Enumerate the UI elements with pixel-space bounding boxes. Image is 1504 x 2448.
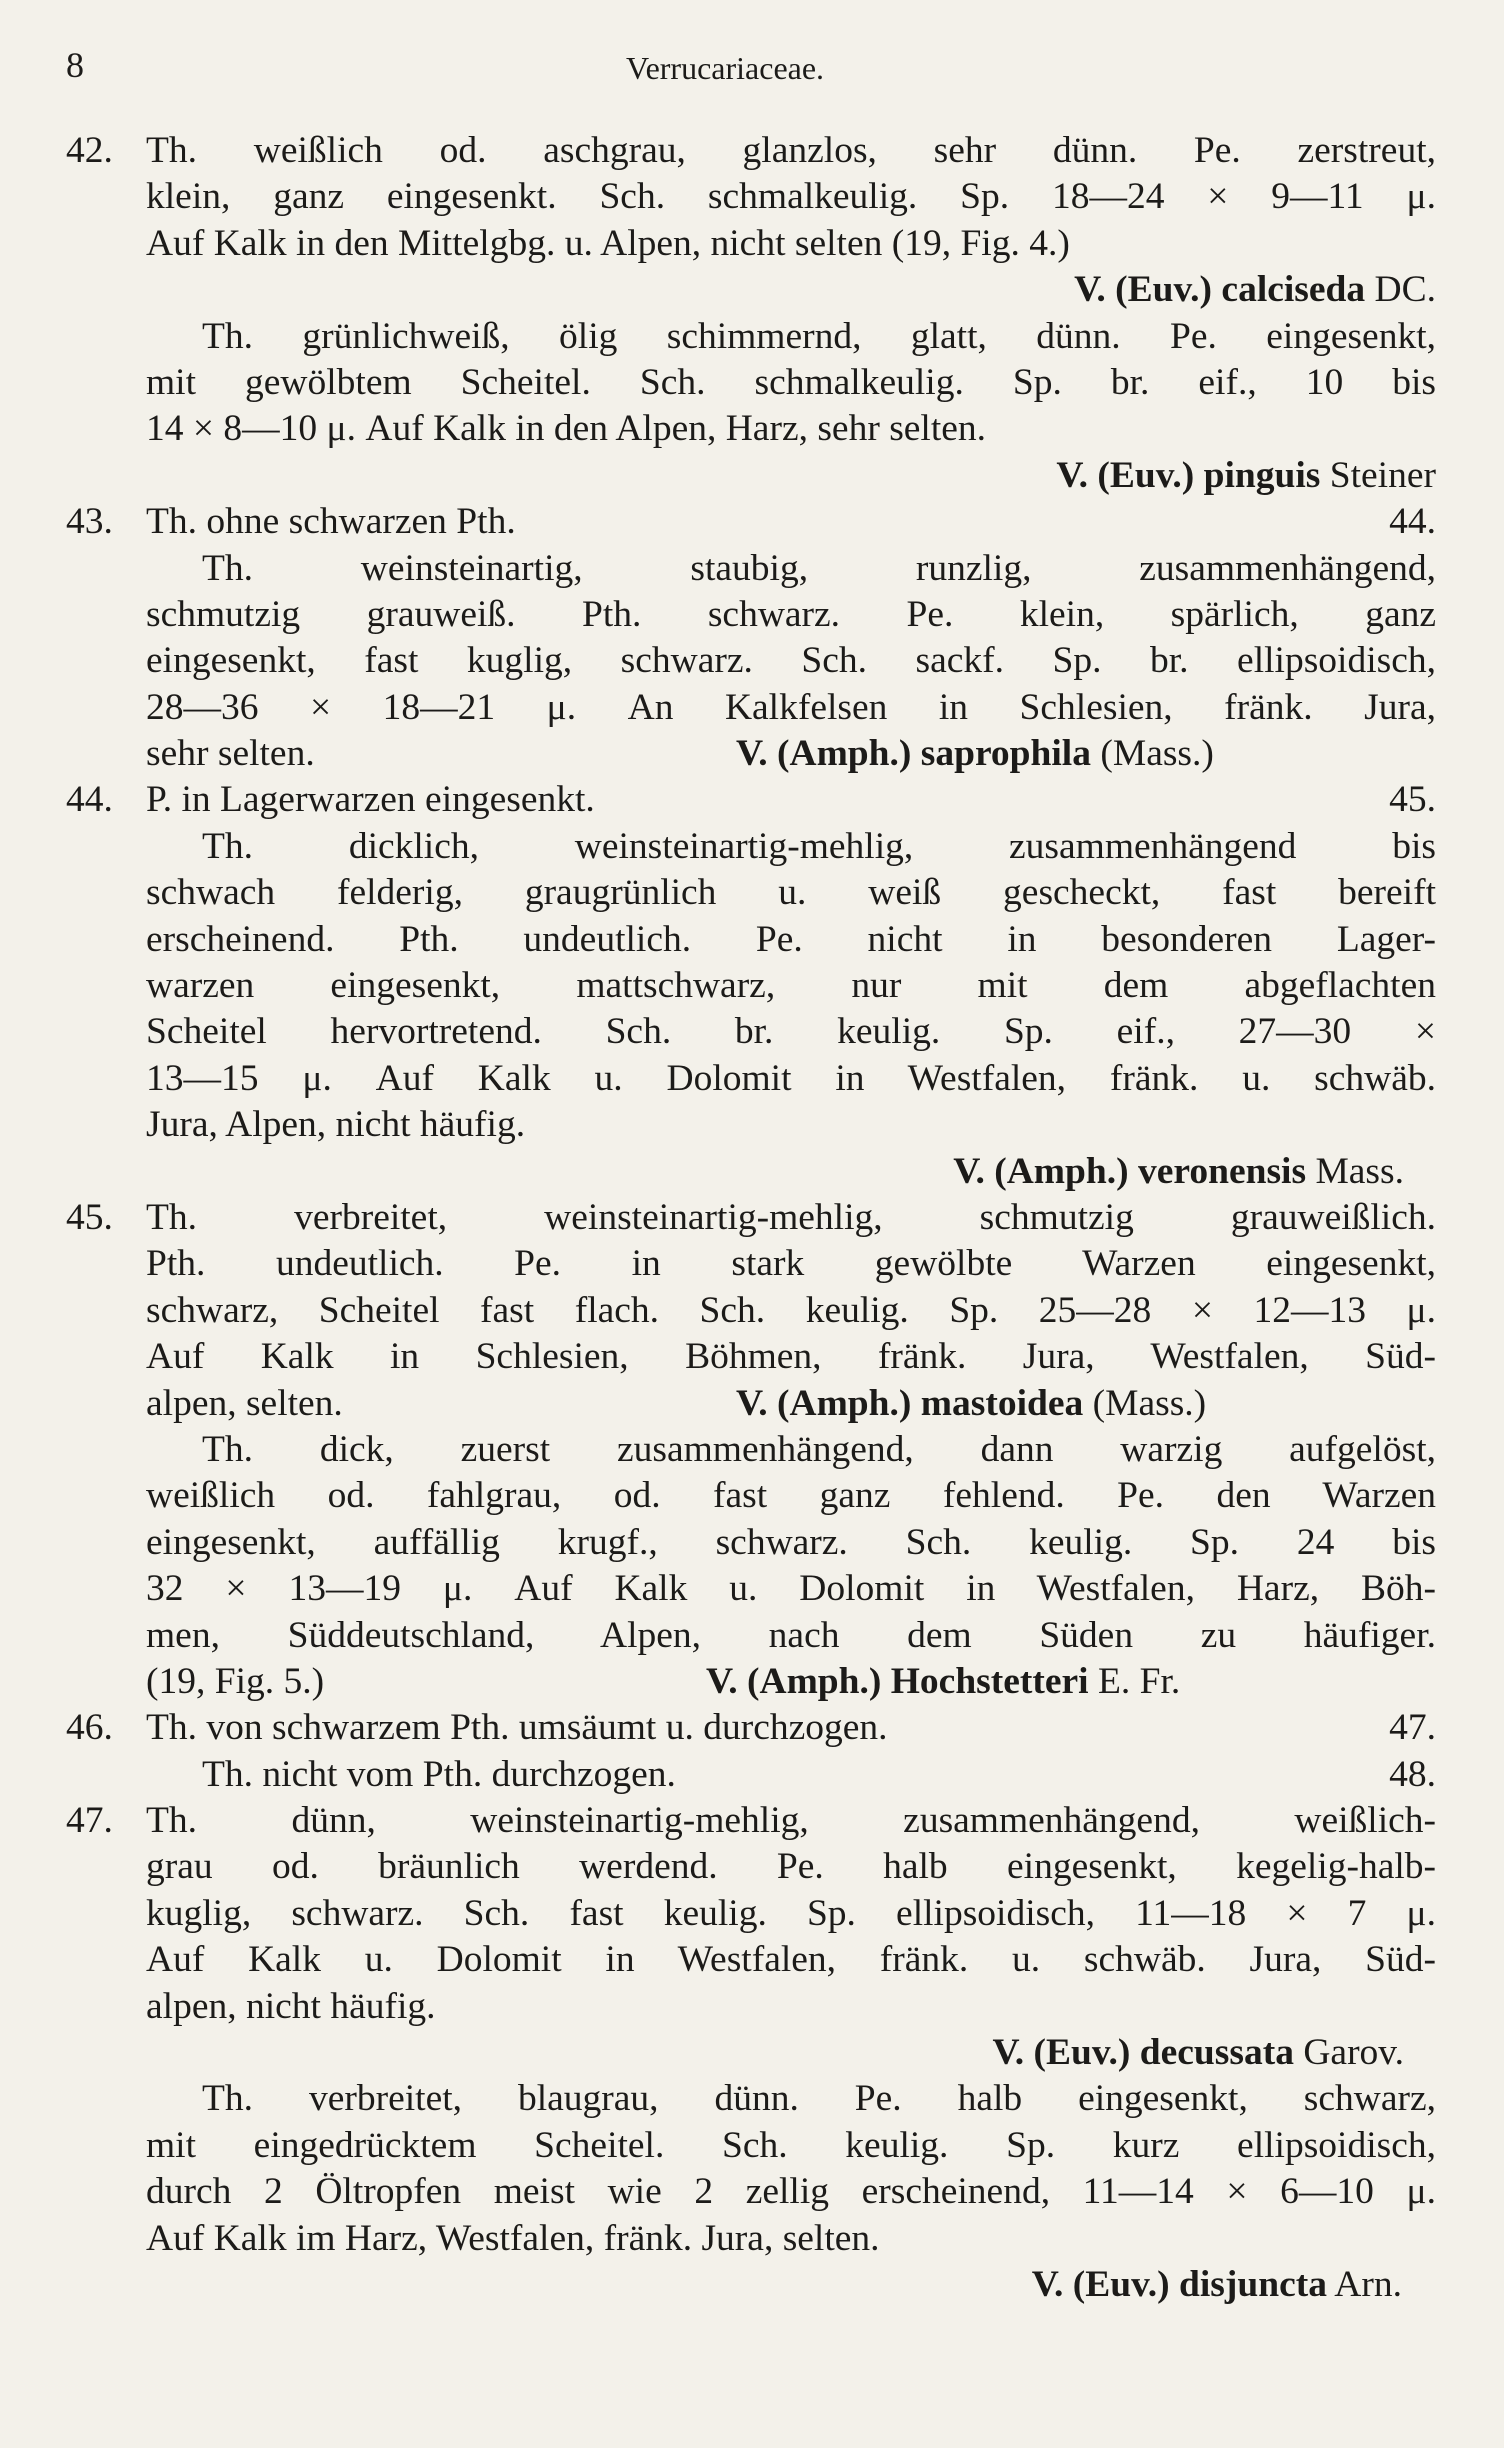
key-line xyxy=(0,2123,1504,2169)
key-text: schwach felderig, graugrünlich u. weiß gescheckt, fast bereift xyxy=(146,872,1436,914)
key-text: mit gewölbtem Scheitel. Sch. schmalkeulig. Sp. br. eif., 10 bis xyxy=(146,361,1436,403)
key-line xyxy=(0,2030,1504,2076)
species-epithet: mastoidea xyxy=(920,1382,1084,1424)
key-line xyxy=(0,406,1504,452)
key-line xyxy=(0,685,1504,731)
couplet-number: 43. xyxy=(66,501,113,543)
key-line xyxy=(0,1844,1504,1890)
key-text: eingesenkt, auffällig krugf., schwarz. Sch. keulig. Sp. 24 bis xyxy=(146,1521,1436,1563)
species-epithet: decussata xyxy=(1139,2032,1294,2074)
key-line xyxy=(0,1891,1504,1937)
key-line xyxy=(0,1288,1504,1334)
species-epithet: calciseda xyxy=(1221,269,1366,311)
key-line xyxy=(0,1195,1504,1241)
species-genus: V. (Amph.) xyxy=(706,1660,882,1702)
couplet-reference: 47. xyxy=(1389,1707,1436,1749)
species-epithet: veronensis xyxy=(1137,1150,1307,1192)
running-title: Verrucariaceae. xyxy=(626,50,825,86)
key-text: Th. ohne schwarzen Pth. xyxy=(146,501,516,543)
key-line xyxy=(0,1705,1504,1751)
key-line xyxy=(0,174,1504,220)
key-text: Scheitel hervortretend. Sch. br. keulig. Sp. eif., 27—30 × xyxy=(146,1011,1436,1053)
key-line xyxy=(0,2262,1504,2308)
species-genus: V. (Amph.) xyxy=(736,1382,912,1424)
key-text: 28—36 × 18—21 μ. An Kalkfelsen in Schlesien, fränk. Jura, xyxy=(146,686,1436,728)
species-author: E. Fr. xyxy=(1097,1660,1181,1702)
key-text: alpen, selten. xyxy=(146,1382,343,1424)
key-line xyxy=(0,638,1504,684)
species-epithet: saprophila xyxy=(920,733,1091,775)
key-text: eingesenkt, fast kuglig, schwarz. Sch. sackf. Sp. br. ellipsoidisch, xyxy=(146,640,1436,682)
key-line xyxy=(0,1566,1504,1612)
key-text: grau od. bräunlich werdend. Pe. halb eingesenkt, kegelig-halb- xyxy=(146,1846,1436,1888)
key-text: Th. grünlichweiß, ölig schimmernd, glatt, dünn. Pe. eingesenkt, xyxy=(202,315,1436,357)
couplet-reference: 44. xyxy=(1389,501,1436,543)
key-line xyxy=(0,2216,1504,2262)
key-line xyxy=(0,1149,1504,1195)
key-line xyxy=(0,1102,1504,1148)
key-line xyxy=(0,314,1504,360)
key-text: (19, Fig. 5.) xyxy=(146,1660,325,1702)
key-line xyxy=(0,1659,1504,1705)
key-line xyxy=(0,1334,1504,1380)
key-line xyxy=(0,777,1504,823)
key-line xyxy=(0,2169,1504,2215)
key-text: schmutzig grauweiß. Pth. schwarz. Pe. klein, spärlich, ganz xyxy=(146,593,1436,635)
key-line xyxy=(0,1613,1504,1659)
key-text: kuglig, schwarz. Sch. fast keulig. Sp. ellipsoidisch, 11—18 × 7 μ. xyxy=(146,1892,1436,1934)
key-text: Th. weinsteinartig, staubig, runzlig, zusammenhängend, xyxy=(202,547,1436,589)
couplet-number: 44. xyxy=(66,779,113,821)
key-line xyxy=(0,1056,1504,1102)
key-text: klein, ganz eingesenkt. Sch. schmalkeulig. Sp. 18—24 × 9—11 μ. xyxy=(146,176,1436,218)
key-line xyxy=(0,360,1504,406)
key-text: Auf Kalk in den Mittelgbg. u. Alpen, nicht selten (19, Fig. 4.) xyxy=(146,222,1070,264)
species-name xyxy=(1056,453,1436,499)
key-line xyxy=(0,1798,1504,1844)
couplet-number: 47. xyxy=(66,1800,113,1842)
key-text: alpen, nicht häufig. xyxy=(146,1985,436,2027)
species-author: (Mass.) xyxy=(1100,733,1214,775)
key-text: Pth. undeutlich. Pe. in stark gewölbte Warzen eingesenkt, xyxy=(146,1243,1436,1285)
key-text: mit eingedrücktem Scheitel. Sch. keulig. Sp. kurz ellipsoidisch, xyxy=(146,2124,1436,2166)
key-text: Auf Kalk im Harz, Westfalen, fränk. Jura, selten. xyxy=(146,2217,880,2259)
species-genus: V. (Euv.) xyxy=(1031,2263,1170,2305)
key-text: Jura, Alpen, nicht häufig. xyxy=(146,1104,526,1146)
key-text: Th. nicht vom Pth. durchzogen. xyxy=(202,1753,676,1795)
species-epithet: disjuncta xyxy=(1179,2263,1327,2305)
species-name xyxy=(736,731,1214,777)
species-genus: V. (Amph.) xyxy=(953,1150,1129,1192)
key-line xyxy=(0,546,1504,592)
key-text: 14 × 8—10 μ. Auf Kalk in den Alpen, Harz, sehr selten. xyxy=(146,408,987,450)
key-text: 13—15 μ. Auf Kalk u. Dolomit in Westfalen, fränk. u. schwäb. xyxy=(146,1057,1436,1099)
key-text: Th. dick, zuerst zusammenhängend, dann warzig aufgelöst, xyxy=(202,1428,1436,1470)
key-text: Th. verbreitet, blaugrau, dünn. Pe. halb eingesenkt, schwarz, xyxy=(202,2078,1436,2120)
key-line xyxy=(0,870,1504,916)
key-text: warzen eingesenkt, mattschwarz, nur mit dem abgeflachten xyxy=(146,965,1436,1007)
species-epithet: Hochstetteri xyxy=(890,1660,1089,1702)
key-line xyxy=(0,221,1504,267)
species-genus: V. (Euv.) xyxy=(1074,269,1213,311)
species-name xyxy=(736,1381,1206,1427)
key-line xyxy=(0,917,1504,963)
key-text: 32 × 13—19 μ. Auf Kalk u. Dolomit in Westfalen, Harz, Böh- xyxy=(146,1568,1436,1610)
key-text: men, Süddeutschland, Alpen, nach dem Süden zu häufiger. xyxy=(146,1614,1436,1656)
key-line xyxy=(0,499,1504,545)
key-line xyxy=(0,963,1504,1009)
species-name xyxy=(706,1659,1180,1705)
key-text: P. in Lagerwarzen eingesenkt. xyxy=(146,779,595,821)
key-line xyxy=(0,824,1504,870)
key-line xyxy=(0,1752,1504,1798)
species-name xyxy=(993,2030,1405,2076)
key-text: Th. von schwarzem Pth. umsäumt u. durchzogen. xyxy=(146,1707,888,1749)
key-line xyxy=(0,267,1504,313)
couplet-number: 42. xyxy=(66,130,113,171)
key-line xyxy=(0,2076,1504,2122)
page-header xyxy=(66,44,1436,94)
key-line xyxy=(0,592,1504,638)
key-line xyxy=(0,1381,1504,1427)
key-line xyxy=(0,1427,1504,1473)
couplet-reference: 48. xyxy=(1389,1753,1436,1795)
key-line xyxy=(0,1937,1504,1983)
key-line xyxy=(0,1520,1504,1566)
key-line xyxy=(0,1009,1504,1055)
species-name xyxy=(1074,267,1436,313)
couplet-number: 45. xyxy=(66,1196,113,1238)
key-text: erscheinend. Pth. undeutlich. Pe. nicht in besonderen Lager- xyxy=(146,918,1436,960)
key-text: sehr selten. xyxy=(146,733,315,775)
key-text: durch 2 Öltropfen meist wie 2 zellig erscheinend, 11—14 × 6—10 μ. xyxy=(146,2171,1436,2213)
key-text: Auf Kalk u. Dolomit in Westfalen, fränk. u. schwäb. Jura, Süd- xyxy=(146,1939,1436,1981)
key-line xyxy=(0,1241,1504,1287)
species-author: Arn. xyxy=(1334,2263,1402,2305)
identification-key xyxy=(0,128,1504,2308)
species-author: Mass. xyxy=(1315,1150,1404,1192)
species-genus: V. (Amph.) xyxy=(736,733,912,775)
key-line xyxy=(0,128,1504,174)
page-number: 8 xyxy=(66,45,84,85)
key-line xyxy=(0,1473,1504,1519)
key-text: schwarz, Scheitel fast flach. Sch. keulig. Sp. 25—28 × 12—13 μ. xyxy=(146,1289,1436,1331)
species-author: Garov. xyxy=(1303,2032,1404,2074)
key-text: Th. verbreitet, weinsteinartig-mehlig, schmutzig grauweißlich. xyxy=(146,1196,1436,1238)
species-author: (Mass.) xyxy=(1092,1382,1207,1424)
couplet-reference: 45. xyxy=(1389,779,1436,821)
species-name xyxy=(953,1149,1404,1195)
species-epithet: pinguis xyxy=(1203,454,1321,496)
species-author: DC. xyxy=(1374,269,1436,311)
key-line xyxy=(0,1984,1504,2030)
key-text: Th. dicklich, weinsteinartig-mehlig, zusammenhängend bis xyxy=(202,825,1436,867)
key-text: Th. dünn, weinsteinartig-mehlig, zusammenhängend, weißlich- xyxy=(146,1800,1436,1842)
key-text: Th. weißlich od. aschgrau, glanzlos, sehr dünn. Pe. zerstreut, xyxy=(146,130,1436,171)
species-author: Steiner xyxy=(1329,454,1436,496)
species-genus: V. (Euv.) xyxy=(1056,454,1195,496)
species-genus: V. (Euv.) xyxy=(992,2032,1131,2074)
species-name xyxy=(1032,2262,1402,2308)
key-text: Auf Kalk in Schlesien, Böhmen, fränk. Jura, Westfalen, Süd- xyxy=(146,1336,1436,1378)
key-text: weißlich od. fahlgrau, od. fast ganz fehlend. Pe. den Warzen xyxy=(146,1475,1436,1517)
key-line xyxy=(0,453,1504,499)
key-line xyxy=(0,731,1504,777)
couplet-number: 46. xyxy=(66,1707,113,1749)
